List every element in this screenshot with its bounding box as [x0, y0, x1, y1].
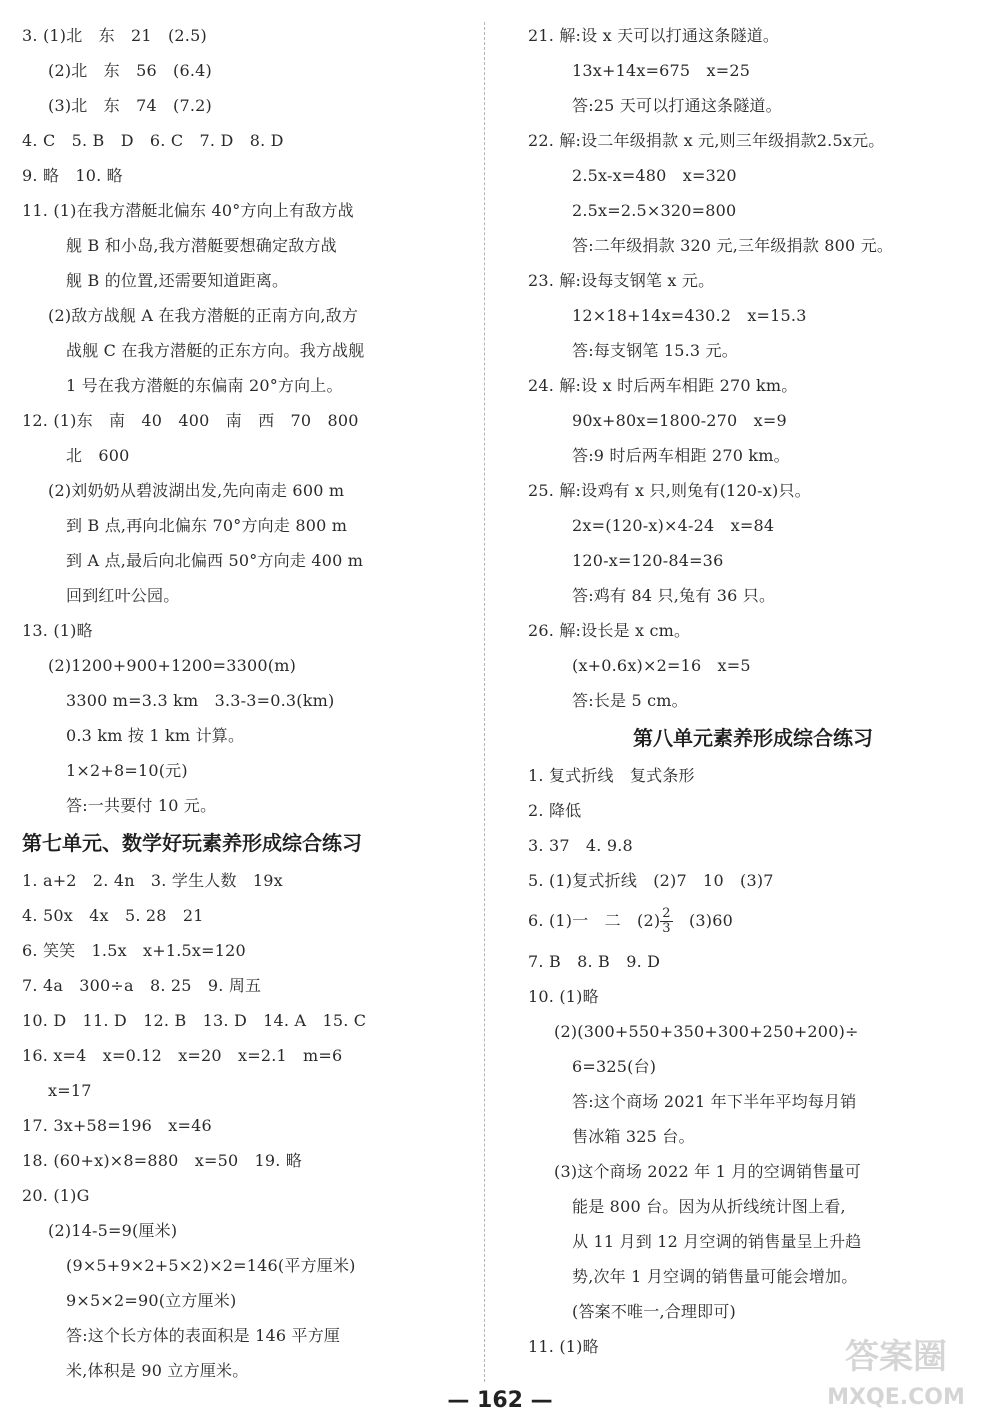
right-answers-unit8-part1 [528, 758, 978, 898]
answer-line: 4. 50x 4x 5. 28 21 [22, 906, 204, 925]
answer-line: 12. (1)东 南 40 400 南 西 70 800 [22, 411, 359, 430]
answer-line: 答:每支钢笔 15.3 元。 [572, 341, 738, 360]
answer-line: (答案不唯一,合理即可) [572, 1302, 736, 1321]
answer-line: 2.5x=2.5×320=800 [572, 201, 737, 220]
answer-line: 舰 B 的位置,还需要知道距离。 [66, 271, 289, 290]
answer-line: 北 600 [66, 446, 130, 465]
answer-line: 13x+14x=675 x=25 [572, 61, 751, 80]
answer-line: (2)14-5=9(厘米) [48, 1221, 178, 1240]
answer-line: (2)北 东 56 (6.4) [48, 61, 212, 80]
right-answers-unit7 [528, 18, 978, 718]
right-column [528, 18, 978, 1364]
answer-line: 3. 37 4. 9.8 [528, 836, 633, 855]
answer-line: 答:9 时后两车相距 270 km。 [572, 446, 790, 465]
answer-line: 答:二年级捐款 320 元,三年级捐款 800 元。 [572, 236, 894, 255]
answer-line: 米,体积是 90 立方厘米。 [66, 1361, 249, 1380]
column-divider [484, 22, 485, 1382]
answer-line: 到 A 点,最后向北偏西 50°方向走 400 m [66, 551, 364, 570]
answer-line: 回到红叶公园。 [66, 586, 180, 605]
answer-line: 120-x=120-84=36 [572, 551, 724, 570]
answer-line: 1×2+8=10(元) [66, 761, 188, 780]
watermark-title: 答案圈 [845, 1337, 947, 1377]
answer-line: 21. 解:设 x 天可以打通这条隧道。 [528, 26, 780, 45]
q6-prefix: 6. (1)一 二 (2) [528, 911, 661, 930]
answer-line: 2. 降低 [528, 801, 582, 820]
answer-line: (3)这个商场 2022 年 1 月的空调销售量可 [554, 1162, 861, 1181]
answer-line: 3. (1)北 东 21 (2.5) [22, 26, 207, 45]
answer-line: 1 号在我方潜艇的东偏南 20°方向上。 [66, 376, 343, 395]
answer-line: 3300 m=3.3 km 3.3-3=0.3(km) [66, 691, 335, 710]
answer-line: (9×5+9×2+5×2)×2=146(平方厘米) [66, 1256, 356, 1275]
answer-line: 18. (60+x)×8=880 x=50 19. 略 [22, 1151, 303, 1170]
answer-line: 17. 3x+58=196 x=46 [22, 1116, 212, 1135]
answer-line: (2)1200+900+1200=3300(m) [48, 656, 297, 675]
answer-line: 24. 解:设 x 时后两车相距 270 km。 [528, 376, 798, 395]
answer-line: 战舰 C 在我方潜艇的正东方向。我方战舰 [66, 341, 365, 360]
left-column [22, 18, 462, 1388]
answer-line: x=17 [48, 1081, 92, 1100]
answer-line: 7. 4a 300÷a 8. 25 9. 周五 [22, 976, 262, 995]
page-number: — 162 — [447, 1388, 553, 1413]
answer-line: 答:鸡有 84 只,兔有 36 只。 [572, 586, 776, 605]
answer-line: (2)刘奶奶从碧波湖出发,先向南走 600 m [48, 481, 345, 500]
answer-line: 9. 略 10. 略 [22, 166, 123, 185]
answer-line: 10. D 11. D 12. B 13. D 14. A 15. C [22, 1011, 367, 1030]
answer-line: 答:长是 5 cm。 [572, 691, 688, 710]
answer-line: 5. (1)复式折线 (2)7 10 (3)7 [528, 871, 774, 890]
answer-line: 20. (1)G [22, 1186, 90, 1205]
answer-line: 能是 800 台。因为从折线统计图上看, [572, 1197, 846, 1216]
answer-line: 2x=(120-x)×4-24 x=84 [572, 516, 775, 535]
answer-line: 舰 B 和小岛,我方潜艇要想确定敌方战 [66, 236, 337, 255]
answer-line: 1. 复式折线 复式条形 [528, 766, 695, 785]
left-answers-unit7 [22, 863, 462, 1388]
answer-line: 90x+80x=1800-270 x=9 [572, 411, 787, 430]
answer-line: 7. B 8. B 9. D [528, 952, 661, 971]
answer-line: 23. 解:设每支钢笔 x 元。 [528, 271, 715, 290]
answer-line: 6. 笑笑 1.5x x+1.5x=120 [22, 941, 246, 960]
answer-line: 答:25 天可以打通这条隧道。 [572, 96, 782, 115]
answer-line: 0.3 km 按 1 km 计算。 [66, 726, 245, 745]
answer-line: 1. a+2 2. 4n 3. 学生人数 19x [22, 871, 283, 890]
watermark-logo [806, 1326, 986, 1416]
answer-line: 12×18+14x=430.2 x=15.3 [572, 306, 807, 325]
unit8-heading: 第八单元素养形成综合练习 [633, 726, 873, 750]
right-answers-unit8-part2 [528, 944, 978, 1364]
answer-line: 11. (1)在我方潜艇北偏东 40°方向上有敌方战 [22, 201, 354, 220]
answer-line: 答:一共要付 10 元。 [66, 796, 217, 815]
answer-line: (2)(300+550+350+300+250+200)÷ [554, 1022, 859, 1041]
fraction-numerator: 2 [662, 906, 671, 921]
answer-line: 13. (1)略 [22, 621, 93, 640]
answer-line: 26. 解:设长是 x cm。 [528, 621, 691, 640]
answer-line: 售冰箱 325 台。 [572, 1127, 695, 1146]
q6-suffix: (3)60 [672, 911, 733, 930]
answer-line: 2.5x-x=480 x=320 [572, 166, 737, 185]
answer-line: 6=325(台) [572, 1057, 657, 1076]
answer-line: 到 B 点,再向北偏东 70°方向走 800 m [66, 516, 348, 535]
answer-line-q6 [528, 898, 978, 944]
answer-line: 答:这个商场 2021 年下半年平均每月销 [572, 1092, 857, 1111]
answer-line: 势,次年 1 月空调的销售量可能会增加。 [572, 1267, 858, 1286]
answer-line: 11. (1)略 [528, 1337, 599, 1356]
answer-line: (2)敌方战舰 A 在我方潜艇的正南方向,敌方 [48, 306, 359, 325]
unit7-heading: 第七单元、数学好玩素养形成综合练习 [22, 831, 362, 855]
answer-line: 4. C 5. B D 6. C 7. D 8. D [22, 131, 284, 150]
answer-line: 从 11 月到 12 月空调的销售量呈上升趋 [572, 1232, 862, 1251]
answer-line: 9×5×2=90(立方厘米) [66, 1291, 237, 1310]
answer-line: 10. (1)略 [528, 987, 599, 1006]
answer-line: 16. x=4 x=0.12 x=20 x=2.1 m=6 [22, 1046, 343, 1065]
watermark-url: MXQE.COM [827, 1385, 965, 1410]
left-answers-unit6 [22, 18, 462, 823]
answer-line: 22. 解:设二年级捐款 x 元,则三年级捐款2.5x元。 [528, 131, 885, 150]
fraction-two-thirds [660, 907, 672, 936]
fraction-denominator: 3 [662, 921, 671, 936]
answer-line: (x+0.6x)×2=16 x=5 [572, 656, 751, 675]
answer-line: (3)北 东 74 (7.2) [48, 96, 212, 115]
answer-line: 25. 解:设鸡有 x 只,则兔有(120-x)只。 [528, 481, 811, 500]
answer-line: 答:这个长方体的表面积是 146 平方厘 [66, 1326, 341, 1345]
